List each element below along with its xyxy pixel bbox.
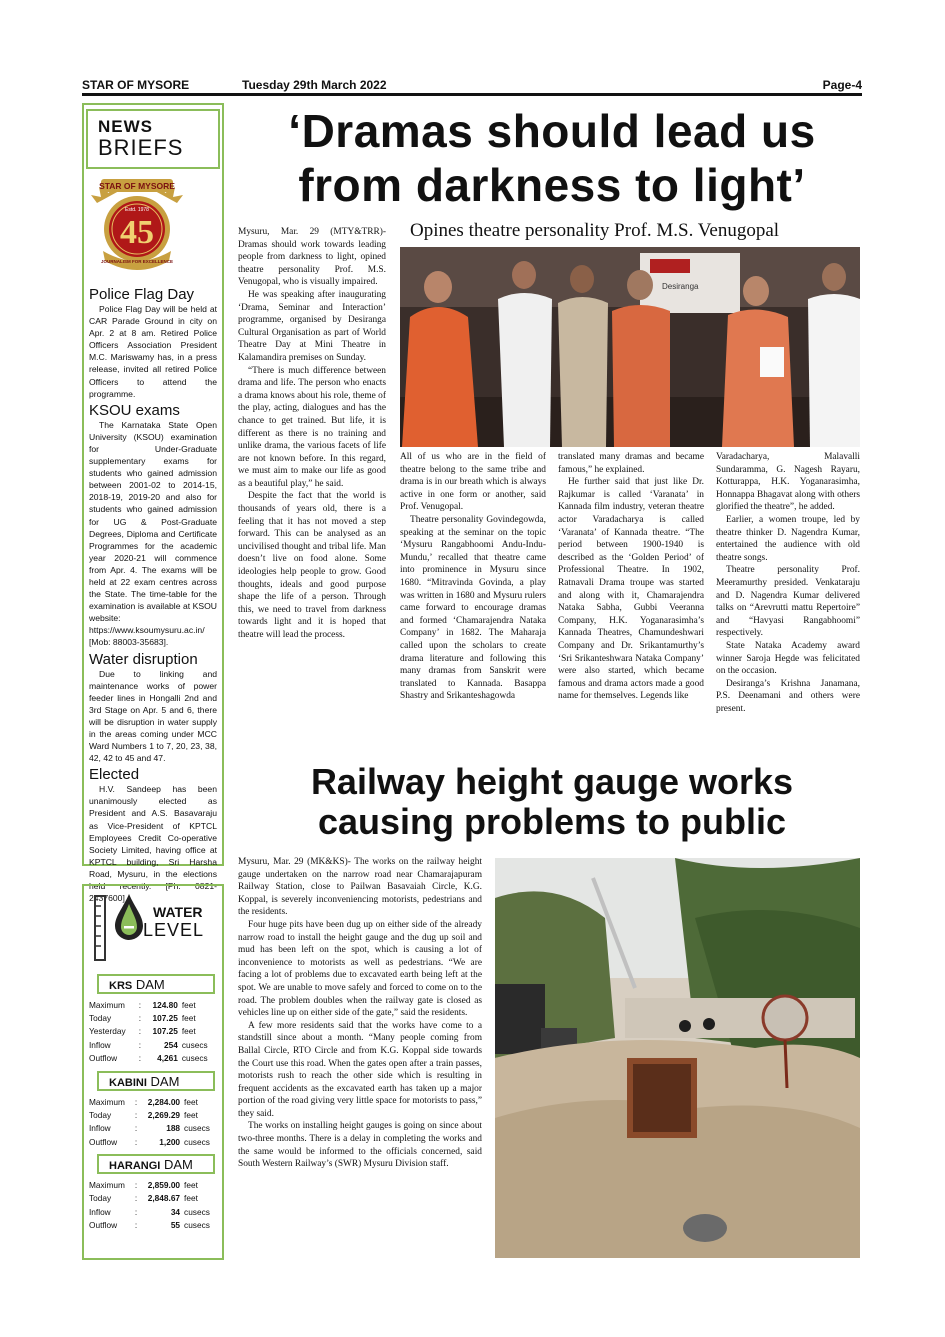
row-unit: cusecs bbox=[181, 1053, 208, 1064]
colon: : bbox=[134, 1220, 138, 1231]
news-label: NEWS bbox=[98, 117, 153, 136]
paragraph: Theatre personality Govindegowda, speaking at the seminar on the topic ‘Mysuru Rangabhoomi Andu-Indu-Mundu,’ recalled that theatre came into prominence in Mysuru since 1680. “Mitravinda Govinda, a play was written in 1680 and Mysuru rulers came forward to encourage dramas and formed ‘Chamarajendra Nataka Company’ in 1682. The Maharaja called upon the scholars to create drama literature and following this many dramas from Sanskrit were translated to Kannada. Basappa Shastry and Srikanteshagowda bbox=[400, 514, 546, 702]
row-value: 2,284.00 bbox=[147, 1096, 181, 1107]
row-unit: cusecs bbox=[181, 1039, 208, 1050]
row-value: 254 bbox=[164, 1039, 178, 1050]
paragraph: He was speaking after inaugurating ‘Drama, Seminar and Interaction’ programme, organised by Desiranga Cultural Organisation as part of World Theatre Day at Mini Theatre in Kalamandira premises on Sunday. bbox=[238, 289, 386, 363]
row-label: Maximum bbox=[89, 999, 125, 1010]
paragraph: Despite the fact that the world is thousands of years old, there is a feeling that it has not moved a step forward. This can be analysed as an uncivilised thought and tribal life. Man doesn’t live on food alone. Some ideologies help people to grow. Good thoughts, ideals and good purpose shape the life of a person. Through this, we need to travel from darkness towards light and it is hoped that theatre will lead the process. bbox=[238, 491, 386, 640]
colon: : bbox=[134, 1193, 138, 1204]
row-unit: feet bbox=[181, 1026, 196, 1037]
row-unit: feet bbox=[184, 1193, 198, 1204]
story1-column-3 bbox=[558, 451, 704, 703]
row-label: Outflow bbox=[89, 1220, 118, 1231]
brief-body: H.V. Sandeep has been unanimously elected as President and A.S. Basavaraju as Vice-President of KPTCL Employees Credit Co-operative Society Limited, having office at KPTCL building, Sri Harsha Road, Mysuru, in the elections held recently. [Ph: 0821- 2437600] bbox=[89, 784, 217, 904]
colon: : bbox=[134, 1096, 138, 1107]
colon: : bbox=[134, 1206, 138, 1217]
page-number: Page-4 bbox=[822, 78, 862, 92]
paragraph: Theatre personality Prof. Meeramurthy presided. Venkataraju and D. Nagendra Kumar delivered talks on “Arevrutti mattu Repertoire” and “Havyasi Rangabhoomi” respectively. bbox=[716, 565, 860, 639]
row-value: 124.80 bbox=[152, 999, 178, 1010]
row-label: Maximum bbox=[89, 1180, 125, 1191]
brief-body: The Karnataka State Open University (KSOU) examination for Under-Graduate supplementary exams for students who gained admission between 2001-02 to 2014-15, 2018-19, 2019-20 and also for students who gained admission for UG & Post-Graduate Degrees, Diploma and Certificate Programmes for the academic year 2020-21 will commence from Apr. 4. The exams will be held at 22 exam centres across the State. The time-table for the examination is available at KSOU website: https://www.ksoumysuru.ac.in/ [Mob: 88003-35683]. bbox=[89, 419, 217, 648]
krs-dam-table bbox=[89, 998, 217, 1065]
row-label: Maximum bbox=[89, 1096, 125, 1107]
colon: : bbox=[138, 999, 142, 1010]
brief-police-flag-day bbox=[89, 286, 217, 400]
table-row bbox=[89, 1108, 217, 1121]
headline-line: from darkness to light’ bbox=[298, 159, 806, 211]
colon: : bbox=[134, 1136, 138, 1147]
row-value: 1,200 bbox=[159, 1136, 181, 1147]
row-unit: cusecs bbox=[184, 1123, 210, 1134]
dam-word: DAM bbox=[150, 1073, 180, 1089]
news-briefs-sidebar bbox=[82, 103, 224, 904]
headline-line: causing problems to public bbox=[317, 801, 787, 842]
paragraph: Varadacharya, Malavalli Sundaramma, G. Nagesh Rayaru, Kotturappa, H.K. Yoganarasimha, Honnappa Bhagavat along with others glorified the theatre”, he added. bbox=[716, 452, 860, 513]
colon: : bbox=[138, 1026, 142, 1037]
brief-title: KSOU exams bbox=[89, 401, 180, 419]
briefs-label: BRIEFS bbox=[98, 135, 184, 160]
masthead-rule bbox=[82, 93, 862, 96]
masthead bbox=[82, 78, 862, 96]
logo-estd: Estd. 1978 bbox=[125, 207, 149, 213]
dam-name: HARANGI bbox=[109, 1160, 161, 1173]
stage-banner-text: Desiranga bbox=[662, 282, 699, 291]
row-label: Inflow bbox=[89, 1206, 111, 1217]
paragraph: translated many dramas and became famous,” he explained. bbox=[558, 452, 704, 475]
row-label: Outflow bbox=[89, 1136, 118, 1147]
paragraph: A few more residents said that the works have come to a standstill since about a month. “Many people coming from Ballal Circle, RTO Circle and from K.G. Koppal side towards the Court use this road. When the gates open after a train passes, motorists rush to reach the other side which is resulting in frequent accidents as the excavated earth has taken up a major portion of the road giving very little space for motorists to pass,” they said. bbox=[238, 1020, 482, 1119]
table-row bbox=[89, 1011, 217, 1024]
brief-title: Police Flag Day bbox=[89, 286, 195, 303]
headline-line: Railway height gauge works bbox=[310, 761, 794, 802]
table-row bbox=[89, 1122, 217, 1135]
row-unit: feet bbox=[181, 1013, 196, 1024]
row-label: Today bbox=[89, 1109, 112, 1120]
table-row bbox=[89, 1192, 217, 1205]
paragraph: All of us who are in the field of theatre belong to the same tribe and drama is in our breath which is always active in one form or another, said Prof. Venugopal. bbox=[400, 452, 546, 513]
row-unit: feet bbox=[184, 1109, 198, 1120]
theatre-event-photo bbox=[400, 247, 860, 447]
story1-column-1 bbox=[238, 226, 386, 642]
level-word: LEVEL bbox=[143, 920, 205, 940]
row-unit: feet bbox=[184, 1180, 198, 1191]
story2-headline bbox=[237, 762, 867, 842]
table-row bbox=[89, 1052, 217, 1065]
anniversary-logo bbox=[89, 175, 185, 271]
colon: : bbox=[134, 1109, 138, 1120]
row-value: 107.25 bbox=[152, 1026, 178, 1037]
row-value: 34 bbox=[170, 1206, 181, 1217]
row-label: Inflow bbox=[89, 1039, 111, 1050]
row-value: 2,848.67 bbox=[147, 1193, 181, 1204]
brief-title: Water disruption bbox=[89, 650, 198, 668]
table-row bbox=[89, 1219, 217, 1232]
table-row bbox=[89, 1205, 217, 1218]
story1-headline bbox=[237, 104, 867, 212]
dam-word: DAM bbox=[163, 1157, 193, 1173]
row-unit: cusecs bbox=[184, 1206, 210, 1217]
row-value: 2,859.00 bbox=[147, 1180, 181, 1191]
row-value: 55 bbox=[170, 1220, 181, 1231]
table-row bbox=[89, 1038, 217, 1051]
kabini-dam-table bbox=[89, 1095, 217, 1149]
row-unit: feet bbox=[184, 1096, 198, 1107]
row-value: 107.25 bbox=[152, 1013, 178, 1024]
story1-subhead: Opines theatre personality Prof. M.S. Venugopal bbox=[410, 220, 780, 241]
paper-name: STAR OF MYSORE bbox=[82, 78, 190, 92]
brief-ksou-exams bbox=[89, 402, 217, 649]
row-unit: cusecs bbox=[184, 1136, 210, 1147]
colon: : bbox=[134, 1180, 138, 1191]
harangi-dam-table bbox=[89, 1178, 217, 1232]
logo-number: 45 bbox=[120, 214, 154, 251]
row-label: Today bbox=[89, 1013, 112, 1024]
dam-name: KRS bbox=[109, 980, 133, 992]
brief-title: Elected bbox=[89, 766, 140, 784]
row-value: 188 bbox=[166, 1123, 181, 1134]
paragraph: Earlier, a women troupe, led by theatre thinker D. Nagendra Kumar, entertained the audience with old theatre songs. bbox=[716, 514, 860, 563]
story1-column-2 bbox=[400, 451, 546, 703]
row-label: Inflow bbox=[89, 1123, 111, 1134]
paragraph: Desiranga’s Krishna Janamana, P.S. Deenamani and others were present. bbox=[716, 678, 860, 714]
colon: : bbox=[138, 1039, 142, 1050]
colon: : bbox=[138, 1013, 142, 1024]
water-gauge-icon bbox=[89, 890, 149, 962]
story1-column-4 bbox=[716, 451, 860, 715]
krs-dam-label bbox=[97, 974, 215, 994]
brief-body: Police Flag Day will be held at CAR Parade Ground in city on Apr. 2 at 8 am. Retired Police Officers Association President M.C. Mariswamy has, in a press release, invited all retired Police Officers to attend the programme. bbox=[89, 304, 217, 399]
row-label: Yesterday bbox=[89, 1026, 126, 1037]
news-briefs-header bbox=[86, 109, 220, 169]
colon: : bbox=[134, 1123, 138, 1134]
paragraph: State Nataka Academy award winner Saroja Hegde was felicitated on the occasion. bbox=[716, 640, 860, 677]
row-value: 2,269.29 bbox=[147, 1109, 181, 1120]
row-value: 4,261 bbox=[157, 1053, 178, 1064]
paragraph: Four huge pits have been dug up on either side of the already narrow road to install the height gauge and the dug up soil and mud has been left on the spot, which is causing a lot of inconvenience to motorists as well as pedestrians. “We are facing a lot of problems due to excavated earth being left at the spot. We are unable to move safely and forced to come on to the road. The problem doubles when the railway gate is closed as vehicles line up on either side of the gate,” said the residents. bbox=[238, 919, 482, 1019]
paragraph: He further said that just like Dr. Rajkumar is called ‘Varanata’ in Kannada film industry, veteran theatre actor Varadacharya is called ‘Varanata’ of Kannada theatre. “The period between 1900-1940 is described as the ‘Golden Period’ of Professional Theatre. In 1902, Ratnavali Drama troupe was started and along with it, Chamarajendra Nataka Sabha, Gubbi Veeranna Company, H.K. Yoganarasimha’s Kannada Theatres, Chamundeshwari Company and Dr. Srikantamurthy’s ‘Sri Srikanteshwara Nataka Company’ were also started, which became famous and drama actors made a good name for themselves. Legends like bbox=[558, 477, 704, 702]
row-unit: cusecs bbox=[184, 1220, 210, 1231]
dam-name: KABINI bbox=[109, 1076, 147, 1089]
water-level-box bbox=[82, 884, 224, 1260]
paragraph: Mysuru, Mar. 29 (MTY&TRR)- Dramas should work towards leading people from darkness to light, opined theatre personality Prof. M.S. Venugopal, who is visually impaired. bbox=[238, 227, 386, 288]
story2-body bbox=[238, 856, 482, 1171]
dam-word: DAM bbox=[135, 977, 165, 992]
issue-date: Tuesday 29th March 2022 bbox=[242, 78, 387, 92]
water-level-header bbox=[89, 890, 217, 968]
colon: : bbox=[138, 1053, 142, 1064]
logo-motto: JOURNALISM FOR EXCELLENCE bbox=[100, 259, 174, 264]
railway-works-photo bbox=[495, 858, 860, 1258]
kabini-dam-label bbox=[97, 1071, 215, 1091]
logo-top-text: STAR OF MYSORE bbox=[99, 181, 175, 191]
table-row bbox=[89, 1095, 217, 1108]
water-word: WATER bbox=[153, 904, 203, 920]
brief-body: Due to linking and maintenance works of power feeder lines in Hongalli 2nd and 3rd Stage on Apr. 5 and 6, there will be disruption in water supply in the areas coming under MCC Ward Numbers 1 to 7, 20, 23, 38, 42, 42 to 45 and 47. bbox=[89, 668, 217, 764]
table-row bbox=[89, 1025, 217, 1038]
table-row bbox=[89, 1135, 217, 1148]
row-label: Outflow bbox=[89, 1053, 118, 1064]
paragraph: Mysuru, Mar. 29 (MK&KS)- The works on the railway height gauge undertaken on the narrow road near Chamarajapuram Railway Station, close to Pailwan Basavaiah Circle, K.G. Koppal, is severely inconveniencing motorists, pedestrians and the residents. bbox=[238, 857, 482, 918]
table-row bbox=[89, 1178, 217, 1191]
row-unit: feet bbox=[181, 999, 196, 1010]
headline-line: ‘Dramas should lead us bbox=[288, 105, 816, 157]
paragraph: “There is much difference between drama and life. The person who enacts a drama knows about his role, theme of the play, acting, dialogues and has the chance to get trained. But life, it is different as there is no training and unlike drama, the various facets of life are not known before. In this regard, we must aim to make our life as good as a beautiful play,” he said. bbox=[238, 365, 386, 489]
paragraph: The works on installing height gauges is going on since about two-three months. There is a delay in completing the works and the same would be informed to the officials concerned, said South Western Railway’s (SWR) Mysuru Division staff. bbox=[238, 1121, 482, 1170]
table-row bbox=[89, 998, 217, 1011]
row-label: Today bbox=[89, 1193, 112, 1204]
harangi-dam-label bbox=[97, 1154, 215, 1174]
brief-water-disruption bbox=[89, 651, 217, 765]
